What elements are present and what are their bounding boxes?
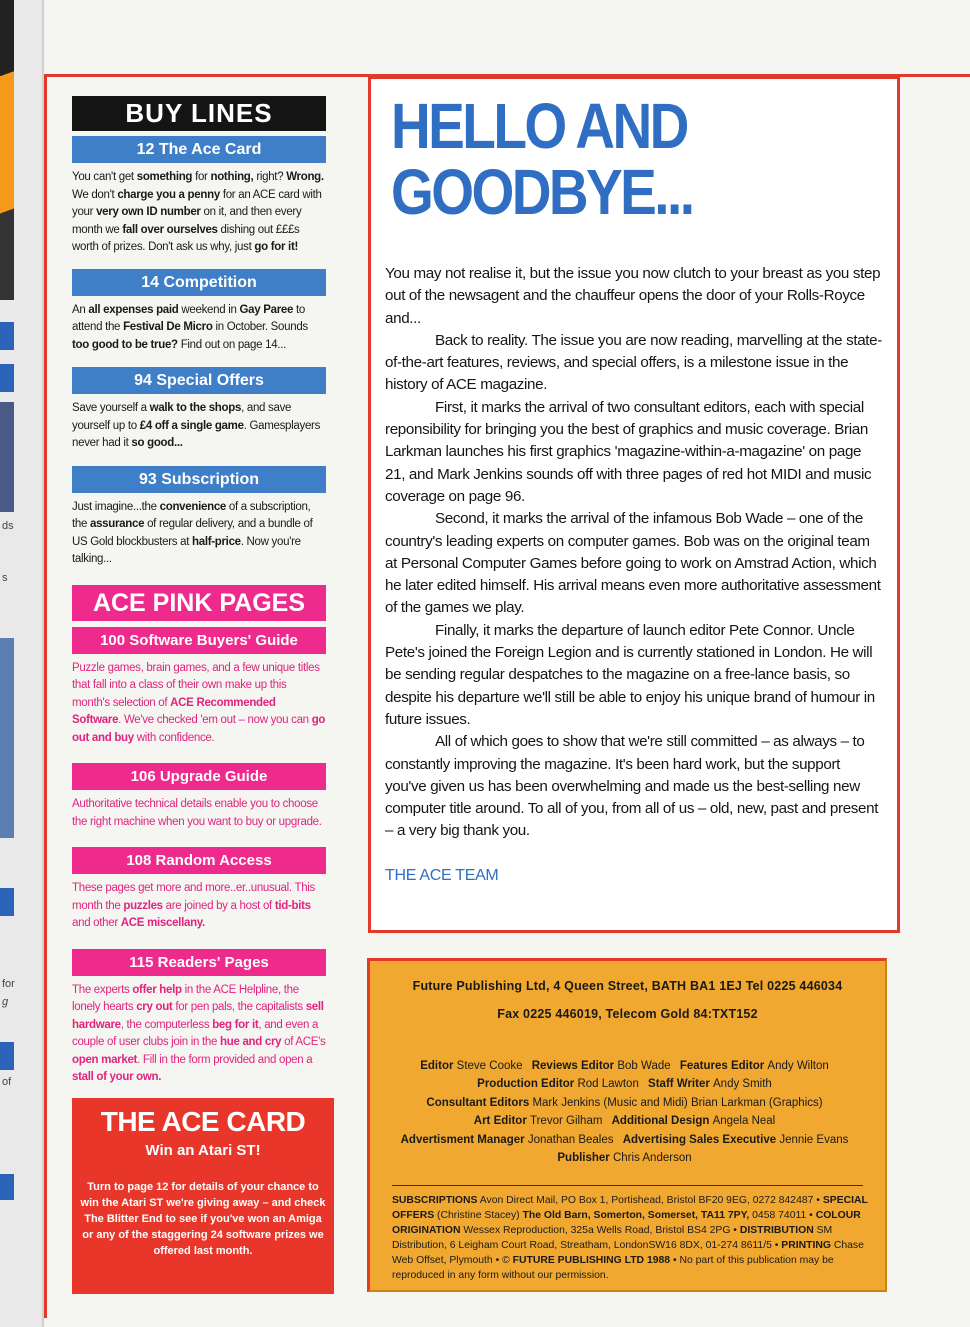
text-run: of regular delivery, and a bundle of US Gold blockbusters at: [72, 518, 313, 548]
staff-role: Art Editor: [473, 1115, 530, 1128]
text-run: (Christine Stacey): [434, 1210, 523, 1221]
staff-role: Consultant Editors: [426, 1096, 533, 1109]
text-run: to attend the: [72, 303, 305, 333]
text-run: for an ACE card with your: [72, 188, 322, 218]
headline-line: GOODBYE...: [391, 156, 693, 228]
text-run: We don't: [72, 188, 118, 201]
text-run: for: [192, 171, 211, 183]
contents-section: [72, 627, 326, 748]
text-run: for pen pals, the capitalists: [172, 1001, 306, 1013]
text-run: Save yourself a: [72, 402, 150, 414]
gutter-text-fragment: for: [2, 978, 15, 990]
ace-card-promo[interactable]: [72, 1098, 334, 1294]
text-run: of ACE's: [281, 1036, 326, 1048]
emphasis-text: open market: [72, 1053, 138, 1066]
staff-name: Andy Smith: [713, 1078, 772, 1091]
gutter-text-fragment: g: [2, 996, 9, 1008]
emphasis-text: stall of your own.: [72, 1071, 162, 1083]
emphasis-text: Festival De Micro: [123, 321, 213, 333]
headline-line: HELLO AND: [391, 90, 687, 162]
staff-row: [370, 1057, 885, 1075]
staff-role: Additional Design: [611, 1115, 713, 1128]
article-paragraph: All of which goes to show that we're still committed – as always – to constantly improving the magazine. It's been hard work, but the support you've given us has been overwhelming and made us the best-selling new computer title around. To all of you, from all of us – old, new, past and present – a very big thank you.: [385, 733, 879, 840]
staff-name: Bob Wade: [617, 1060, 671, 1072]
section-blurb: [72, 796, 326, 831]
text-run: An: [72, 303, 89, 316]
text-run: , and even a couple of user clubs join in the: [72, 1018, 319, 1048]
article-headline: [391, 90, 693, 228]
text-run: . Now you're talking...: [72, 535, 301, 565]
article-paragraph: First, it marks the arrival of two consultant editors, each with special reponsibility for bringing you the best of graphics and music coverage. Brian Larkman launches his first graphics 'magazine-within-a-magazine' on page 21, and Mark Jenkins sounds off with three pages of red hot MIDI and music coverage on page 96.: [385, 398, 872, 505]
staff-role: Features Editor: [679, 1060, 768, 1072]
emphasis-text: all expenses paid: [88, 303, 179, 316]
emphasis-text: assurance: [89, 518, 145, 530]
emphasis-text: SPECIAL OFFERS: [392, 1195, 868, 1221]
contents-section: [72, 847, 326, 933]
gutter-text-fragment: s: [2, 572, 8, 584]
staff-name: Jennie Evans: [779, 1133, 849, 1146]
text-run: You can't get: [72, 171, 137, 183]
gutter-blue-block: [0, 364, 14, 392]
staff-role: Reviews Editor: [531, 1060, 618, 1072]
text-run: The experts: [72, 983, 133, 996]
text-run: Authoritative technical details enable you to choose the right machine when you want to buy or upgrade.: [72, 798, 322, 828]
text-run: are joined by a host of: [162, 899, 275, 912]
emphasis-text: Gay Paree: [239, 303, 294, 316]
emphasis-text: walk to the shops: [149, 402, 242, 414]
article-body: [385, 263, 885, 843]
gutter-blue-block: [0, 1042, 14, 1070]
contents-section: [72, 466, 326, 569]
section-blurb: [72, 499, 326, 569]
contents-section: [72, 949, 326, 1087]
text-run: . Gamesplayers never had it: [72, 419, 321, 449]
contents-section: [72, 763, 326, 831]
section-blurb: [72, 880, 326, 933]
text-run: Avon Direct Mail, PO Box 1, Portishead, Bristol BF20 9EG, 0272 842487 •: [477, 1195, 823, 1206]
article-paragraph: You may not realise it, but the issue you now clutch to your breast as you step out of the newsagent and the chauffeur opens the door of your Rolls-Royce and...: [385, 265, 881, 327]
staff-name: Chris Anderson: [612, 1152, 692, 1165]
section-blurb: [72, 982, 326, 1087]
emphasis-text: Wrong.: [286, 171, 324, 183]
gutter-blue-block: [0, 322, 14, 350]
staff-name: Mark Jenkins (Music and Midi) Brian Larkman (Graphics): [532, 1096, 823, 1109]
gutter-screenshot: [0, 638, 14, 838]
emphasis-text: nothing,: [210, 171, 254, 183]
staff-role: Publisher: [557, 1152, 613, 1165]
emphasis-text: DISTRIBUTION: [739, 1225, 814, 1236]
emphasis-text: tid-bits: [274, 899, 311, 912]
emphasis-text: COLOUR ORIGINATION: [392, 1210, 861, 1236]
article-signoff: THE ACE TEAM: [385, 867, 499, 884]
staff-role: Production Editor: [477, 1078, 578, 1091]
staff-role: Editor: [420, 1060, 457, 1072]
text-run: . Fill in the form provided and open a: [137, 1053, 313, 1066]
emphasis-text: ACE Recommended Software: [72, 696, 276, 726]
section-blurb: [72, 169, 326, 257]
section-blurb: [72, 400, 326, 453]
emphasis-text: convenience: [159, 500, 227, 513]
text-run: on it, and then every month we: [72, 206, 302, 236]
text-run: . We've checked 'em out – now you can: [118, 714, 312, 726]
text-run: and other: [72, 917, 121, 929]
emphasis-text: puzzles: [123, 899, 163, 912]
emphasis-text: very own ID number: [96, 206, 201, 218]
section-heading[interactable]: 12 The Ace Card: [72, 136, 326, 163]
emphasis-text: SUBSCRIPTIONS: [392, 1195, 478, 1206]
text-run: of a subscription, the: [72, 500, 311, 530]
text-run: , and save yourself up to: [72, 402, 292, 432]
gutter-text-fragment: ds: [2, 520, 14, 532]
article-paragraph: Second, it marks the arrival of the infamous Bob Wade – one of the country's leading experts on computer games. Bob was on the original team at Personal Computer Games before going to work on Amstrad Action, which he later edited himself. His arrival means even more authoritative assessment of the games we play.: [385, 510, 881, 617]
emphasis-text: too good to be true?: [72, 338, 178, 351]
text-run: SM Distribution, 6 Leigham Court Road, Streatham, LondonSW16 8DX, 01-274 8611/5 •: [392, 1225, 833, 1251]
staff-name: Trevor Gilham: [530, 1115, 603, 1128]
staff-row: [370, 1075, 885, 1093]
emphasis-text: half-price: [192, 535, 241, 548]
section-heading[interactable]: 14 Competition: [72, 269, 326, 296]
gutter-text-fragment: of: [2, 1076, 12, 1088]
text-run: 0458 74011 •: [749, 1210, 816, 1221]
gutter-orange-graphic: [0, 0, 14, 300]
publisher-contact: Fax 0225 446019, Telecom Gold 84:TXT152: [497, 1007, 758, 1021]
section-heading[interactable]: 108 Random Access: [72, 847, 326, 874]
emphasis-text: £4 off a single game: [139, 419, 244, 432]
contents-section: [72, 136, 326, 257]
text-run: Just imagine...the: [72, 500, 160, 513]
section-heading[interactable]: 100 Software Buyers' Guide: [72, 627, 326, 654]
emphasis-text: go for it!: [254, 241, 298, 253]
staff-role: Advertisment Manager: [400, 1133, 528, 1146]
emphasis-text: cry out: [136, 1001, 173, 1013]
divider: [392, 1185, 863, 1186]
text-run: These pages get more and more..er..unusual. This month the: [72, 882, 316, 912]
emphasis-text: ACE miscellany.: [120, 917, 205, 929]
section-heading[interactable]: 115 Readers' Pages: [72, 949, 326, 976]
emphasis-text: hue and cry: [220, 1036, 282, 1048]
staff-name: Andy Wilton: [767, 1060, 829, 1072]
staff-row: [370, 1112, 885, 1130]
section-blurb: [72, 660, 326, 748]
text-run: • No part of this publication may be reproduced in any form without our permission.: [392, 1255, 834, 1281]
ace-card-body: Turn to page 12 for details of your chance to win the Atari ST we're giving away – and check The Blitter End to see if you've won an Amiga or any of the staggering 24 software prizes we offered last month.: [80, 1181, 326, 1257]
text-run: , the computerless: [120, 1018, 213, 1031]
gutter-blue-block: [0, 1174, 14, 1200]
emphasis-text: FUTURE PUBLISHING LTD 1988: [512, 1255, 671, 1266]
staff-row: [370, 1149, 885, 1167]
buy-lines-title: BUY LINES: [72, 96, 326, 131]
emphasis-text: PRINTING: [781, 1240, 831, 1251]
section-blurb: [72, 302, 326, 355]
text-run: right?: [253, 171, 287, 183]
text-run: Find out on page 14...: [177, 338, 286, 351]
staff-name: Steve Cooke: [456, 1060, 523, 1072]
emphasis-text: fall over ourselves: [122, 223, 218, 236]
staff-list: [370, 1057, 885, 1167]
emphasis-text: The Old Barn, Somerton, Somerset, TA11 7PY,: [522, 1210, 750, 1221]
staff-name: Rod Lawton: [577, 1078, 639, 1091]
editorial-article: [368, 76, 900, 933]
emphasis-text: something: [136, 171, 193, 183]
staff-role: Staff Writer: [648, 1078, 714, 1091]
section-heading[interactable]: 94 Special Offers: [72, 367, 326, 394]
emphasis-text: offer help: [132, 983, 182, 996]
section-heading[interactable]: 93 Subscription: [72, 466, 326, 493]
staff-row: [370, 1131, 885, 1149]
article-paragraph: Finally, it marks the departure of launch editor Pete Connor. Uncle Pete's joined the Foreign Legion and is currently stationed in London. He will be sending regular despatches to the magazine on a free-lance basis, so despite his departure we'll still be able to enjoy his unique brand of humour in future issues.: [385, 621, 875, 728]
text-run: in October. Sounds: [212, 321, 308, 333]
staff-name: Jonathan Beales: [527, 1133, 614, 1146]
emphasis-text: go out and buy: [72, 714, 326, 744]
ace-card-subtitle: Win an Atari ST!: [145, 1142, 261, 1159]
article-paragraph: Back to reality. The issue you are now reading, marvelling at the state-of-the-art features, reviews, and special offers, is a milestone issue in the history of ACE magazine.: [385, 331, 882, 394]
publisher-credits: [367, 958, 887, 1292]
pink-pages-title: ACE PINK PAGES: [72, 585, 326, 621]
text-run: Wessex Reproduction, 325a Wells Road, Bristol BS4 2PG •: [460, 1225, 740, 1236]
small-print: [392, 1193, 868, 1283]
text-run: with confidence.: [133, 731, 215, 744]
section-heading[interactable]: 106 Upgrade Guide: [72, 763, 326, 790]
emphasis-text: so good...: [131, 437, 183, 449]
staff-role: Advertising Sales Executive: [622, 1133, 780, 1146]
publisher-address: Future Publishing Ltd, 4 Queen Street, BATH BA1 1EJ Tel 0225 446034: [412, 979, 843, 993]
ace-card-title: THE ACE CARD: [100, 1106, 306, 1137]
gutter-screenshot: [0, 402, 14, 512]
text-run: weekend in: [178, 303, 240, 316]
text-run: Chase Web Offset, Plymouth • ©: [392, 1240, 864, 1266]
adjacent-page-gutter: [0, 0, 44, 1327]
text-run: Puzzle games, brain games, and a few unique titles that fall into a class of their own make up this month's selection of: [72, 661, 320, 709]
emphasis-text: charge you a penny: [117, 188, 220, 201]
text-run: in the ACE Helpline, the lonely hearts: [72, 983, 299, 1013]
staff-name: Angela Neal: [712, 1115, 776, 1128]
contents-section: [72, 269, 326, 355]
contents-section: [72, 367, 326, 453]
emphasis-text: sell hardware: [72, 1001, 324, 1031]
emphasis-text: beg for it: [212, 1018, 259, 1031]
text-run: dishing out £££s worth of prizes. Don't ask us why, just: [72, 223, 300, 253]
gutter-blue-block: [0, 888, 14, 916]
staff-row: [370, 1094, 885, 1112]
contents-column: [72, 96, 326, 1087]
